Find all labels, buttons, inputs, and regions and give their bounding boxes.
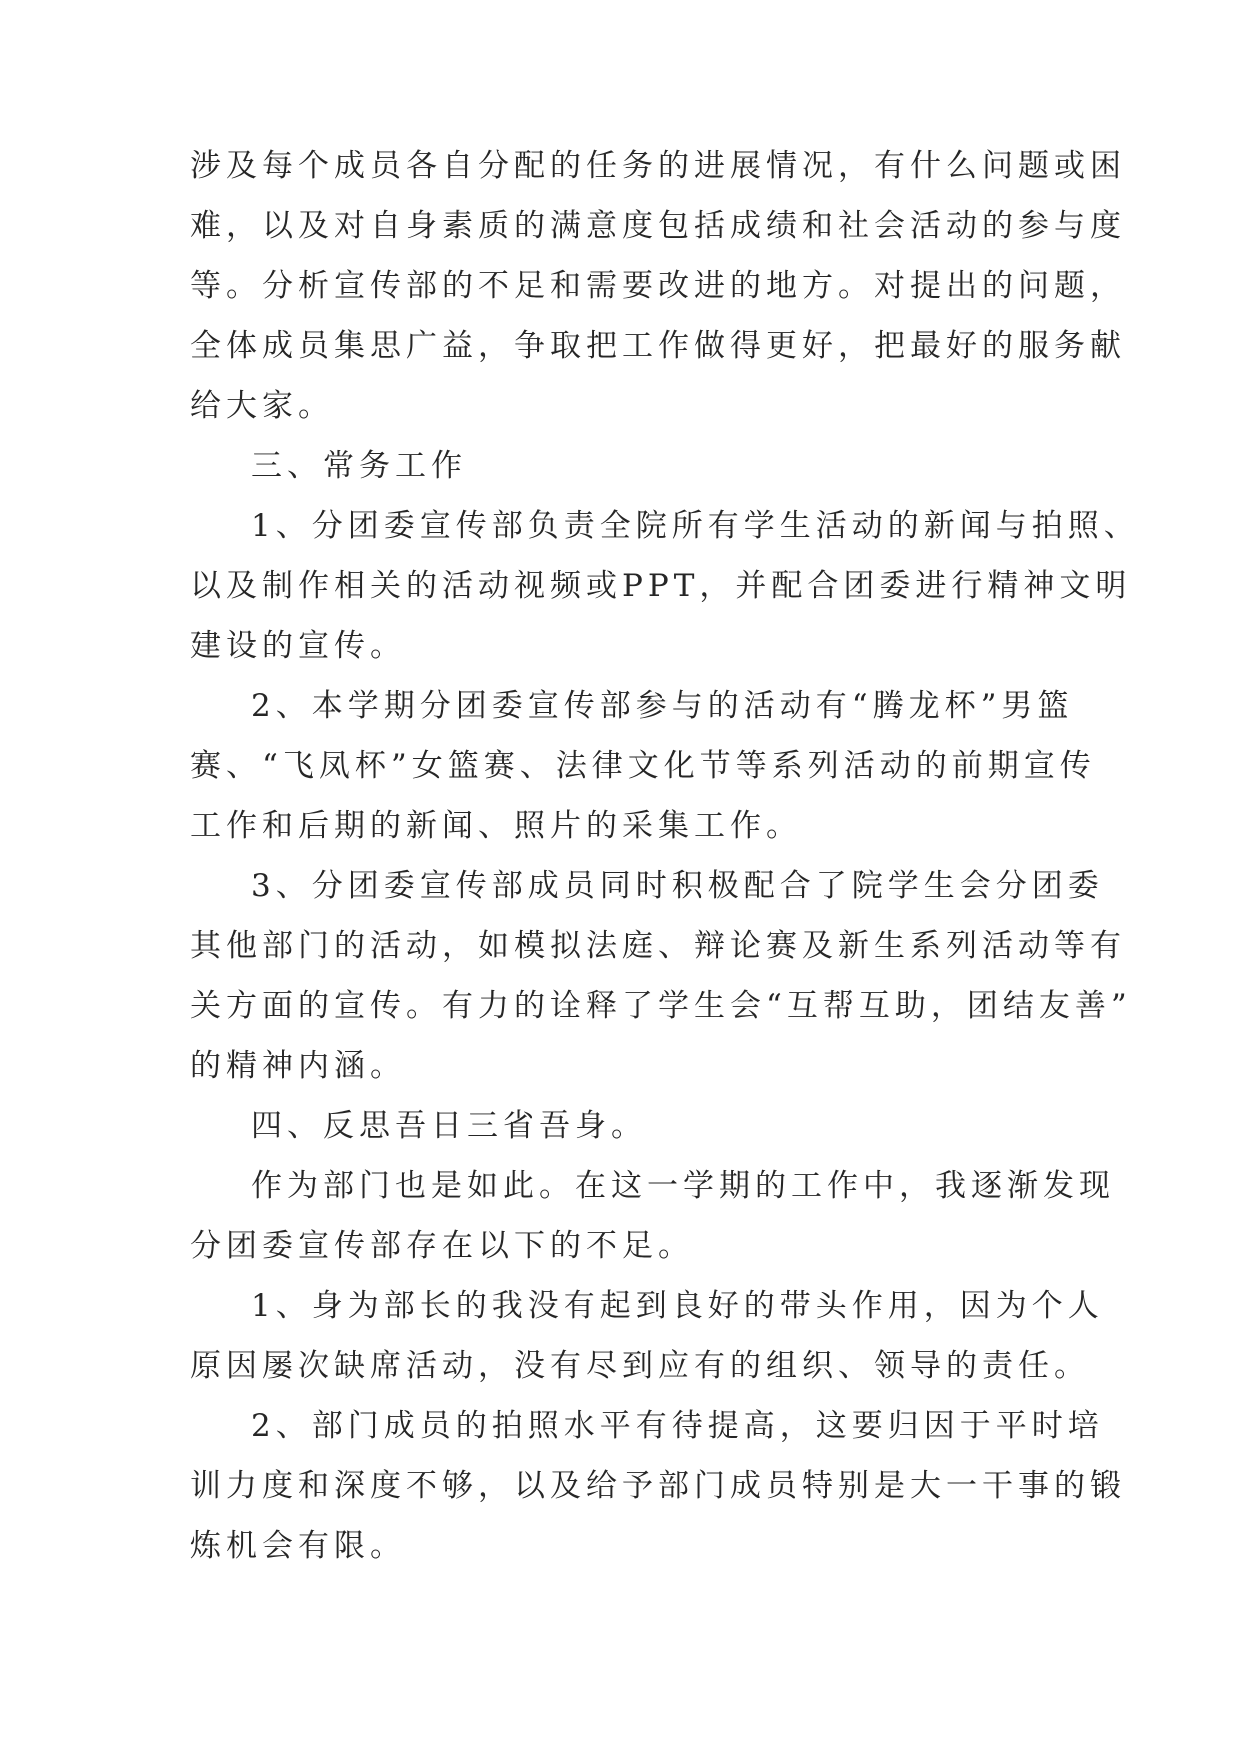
section-heading: 三、常务工作 (251, 448, 467, 484)
text-line: 等。分析宣传部的不足和需要改进的地方。对提出的问题， (190, 268, 1126, 304)
text-line: 训力度和深度不够，以及给予部门成员特别是大一干事的锻 (190, 1468, 1126, 1504)
text-line: 给大家。 (190, 388, 334, 424)
text-line: 炼机会有限。 (190, 1528, 406, 1564)
text-line: 3、分团委宣传部成员同时积极配合了院学生会分团委 (251, 868, 1104, 904)
section-heading: 四、反思吾日三省吾身。 (251, 1108, 647, 1144)
text-line: 难，以及对自身素质的满意度包括成绩和社会活动的参与度 (190, 208, 1126, 244)
text-line: 原因屡次缺席活动，没有尽到应有的组织、领导的责任。 (190, 1348, 1090, 1384)
text-line: 建设的宣传。 (190, 628, 406, 664)
text-line: 的精神内涵。 (190, 1048, 406, 1084)
text-line: 2、本学期分团委宣传部参与的活动有“腾龙杯”男篮 (251, 688, 1074, 724)
text-line: 1、身为部长的我没有起到良好的带头作用，因为个人 (251, 1288, 1104, 1324)
text-line: 以及制作相关的活动视频或PPT，并配合团委进行精神文明 (190, 568, 1132, 604)
text-line: 分团委宣传部存在以下的不足。 (190, 1228, 694, 1264)
text-line: 工作和后期的新闻、照片的采集工作。 (190, 808, 802, 844)
text-line: 1、分团委宣传部负责全院所有学生活动的新闻与拍照、 (251, 508, 1140, 544)
text-line: 2、部门成员的拍照水平有待提高，这要归因于平时培 (251, 1408, 1104, 1444)
text-line: 作为部门也是如此。在这一学期的工作中，我逐渐发现 (251, 1168, 1115, 1204)
text-line: 全体成员集思广益，争取把工作做得更好，把最好的服务献 (190, 328, 1126, 364)
text-line: 涉及每个成员各自分配的任务的进展情况，有什么问题或困 (190, 148, 1126, 184)
text-line: 赛、“飞凤杯”女篮赛、法律文化节等系列活动的前期宣传 (190, 748, 1096, 784)
text-line: 其他部门的活动，如模拟法庭、辩论赛及新生系列活动等有 (190, 928, 1126, 964)
text-line: 关方面的宣传。有力的诠释了学生会“互帮互助，团结友善” (190, 988, 1132, 1024)
